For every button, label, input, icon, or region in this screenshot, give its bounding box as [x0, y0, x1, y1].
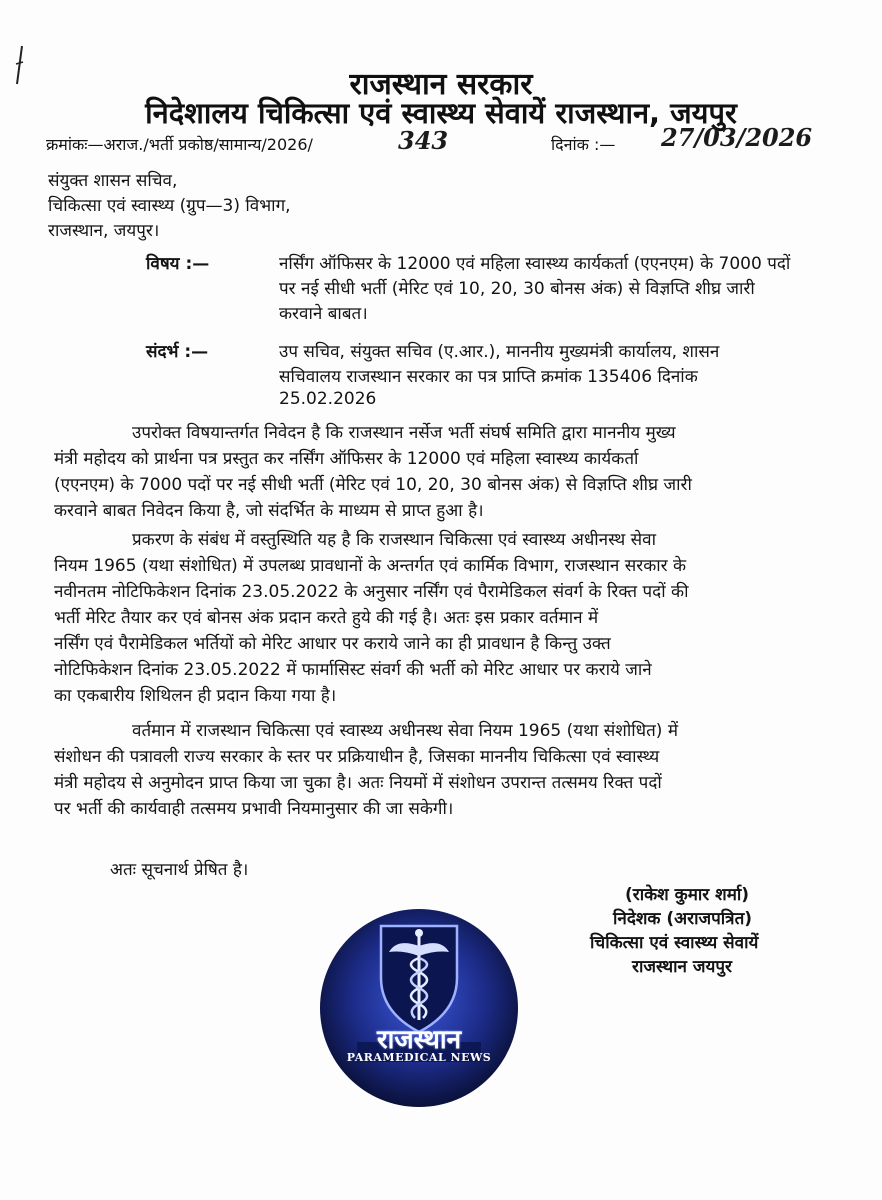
date-label: दिनांक :—: [551, 135, 616, 154]
paragraph-line: नवीनतम नोटिफिकेशन दिनांक 23.05.2022 के अनुसार नर्सिंग एवं पैरामेडिकल संवर्ग के रिक्त पदों की: [54, 582, 689, 602]
reference-label: संदर्भ :—: [146, 342, 209, 362]
reference-line: सचिवालय राजस्थान सरकार का पत्र प्राप्ति क्रमांक 135406 दिनांक: [279, 367, 698, 387]
subject-label: विषय :—: [146, 254, 210, 274]
signatory-place: राजस्थान जयपुर: [632, 957, 732, 977]
paragraph-line: पर भर्ती की कार्यवाही तत्समय प्रभावी नियमानुसार की जा सकेगी।: [54, 799, 454, 819]
subject-line: करवाने बाबत।: [279, 304, 368, 324]
subject-line: पर नई सीधी भर्ती (मेरिट एवं 10, 20, 30 बोनस अंक) से विज्ञप्ति शीघ्र जारी: [279, 279, 755, 299]
paragraph-line: मंत्री महोदय को प्रार्थना पत्र प्रस्तुत कर नर्सिंग ऑफिसर के 12000 एवं महिला स्वास्थ्य कार्यकर्ता: [54, 449, 639, 469]
government-title: राजस्थान सरकार: [349, 67, 533, 102]
subject-line: नर्सिंग ऑफिसर के 12000 एवं महिला स्वास्थ्य कार्यकर्ता (एएनएम) के 7000 पदों: [279, 254, 791, 274]
reference-line: उप सचिव, संयुक्त सचिव (ए.आर.), माननीय मुख्यमंत्री कार्यालय, शासन: [279, 342, 720, 362]
addressee-line: संयुक्त शासन सचिव,: [48, 171, 178, 191]
signatory-department: चिकित्सा एवं स्वास्थ्य सेवायें: [590, 933, 759, 953]
reference-number-handwritten: 343: [398, 126, 449, 155]
date-handwritten: 27/03/2026: [661, 123, 813, 152]
closing-line: अतः सूचनार्थ प्रेषित है।: [110, 860, 249, 880]
caduceus-shield-icon: [319, 908, 519, 1108]
paragraph-line: नोटिफिकेशन दिनांक 23.05.2022 में फार्मासिस्ट संवर्ग की भर्ती को मेरिट आधार पर कराये जाने: [54, 660, 652, 680]
paragraph-line: नियम 1965 (यथा संशोधित) में उपलब्ध प्रावधानों के अन्तर्गत एवं कार्मिक विभाग, राजस्थान सरकार के: [54, 556, 687, 576]
paragraph-line: का एकबारीय शिथिलन ही प्रदान किया गया है।: [54, 686, 337, 706]
paragraph-line: प्रकरण के संबंध में वस्तुस्थिति यह है कि राजस्थान चिकित्सा एवं स्वास्थ्य अधीनस्थ सेवा: [132, 530, 656, 550]
logo-subtitle: PARAMEDICAL NEWS: [346, 1051, 492, 1064]
addressee-line: राजस्थान, जयपुर।: [48, 221, 160, 241]
reference-number-prefix: क्रमांकः—अराज./भर्ती प्रकोष्ठ/सामान्य/2026/: [46, 135, 313, 154]
paragraph-line: मंत्री महोदय से अनुमोदन प्राप्त किया जा चुका है। अतः नियमों में संशोधन उपरान्त तत्समय रिक्त पदों: [54, 773, 662, 793]
paragraph-line: भर्ती मेरिट तैयार कर एवं बोनस अंक प्रदान करते हुये की गई है। अतः इस प्रकार वर्तमान में: [54, 608, 599, 628]
signatory-designation: निदेशक (अराजपत्रित): [613, 909, 753, 929]
paragraph-line: नर्सिंग एवं पैरामेडिकल भर्तियों को मेरिट आधार पर कराये जाने का ही प्रावधान है किन्तु उक्त: [54, 634, 611, 654]
paramedical-news-logo: [319, 908, 519, 1108]
paragraph-line: वर्तमान में राजस्थान चिकित्सा एवं स्वास्थ्य अधीनस्थ सेवा नियम 1965 (यथा संशोधित) में: [132, 721, 678, 741]
reference-line: 25.02.2026: [279, 389, 377, 409]
logo-title: राजस्थान: [376, 1025, 462, 1055]
signatory-name: (राकेश कुमार शर्मा): [625, 885, 750, 905]
paragraph-line: (एएनएम) के 7000 पदों पर नई सीधी भर्ती (मेरिट एवं 10, 20, 30 बोनस अंक) से विज्ञप्ति शीघ्र जारी: [54, 475, 692, 495]
addressee-line: चिकित्सा एवं स्वास्थ्य (ग्रुप—3) विभाग,: [48, 196, 291, 216]
directorate-title: निदेशालय चिकित्सा एवं स्वास्थ्य सेवायें राजस्थान, जयपुर: [145, 96, 737, 130]
paragraph-line: उपरोक्त विषयान्तर्गत निवेदन है कि राजस्थान नर्सेज भर्ती संघर्ष समिति द्वारा माननीय मुख्य: [132, 423, 676, 443]
paragraph-line: संशोधन की पत्रावली राज्य सरकार के स्तर पर प्रक्रियाधीन है, जिसका माननीय चिकित्सा एवं स्वास्थ्य: [54, 747, 660, 767]
paragraph-line: करवाने बाबत निवेदन किया है, जो संदर्भित के माध्यम से प्राप्त हुआ है।: [54, 501, 484, 521]
